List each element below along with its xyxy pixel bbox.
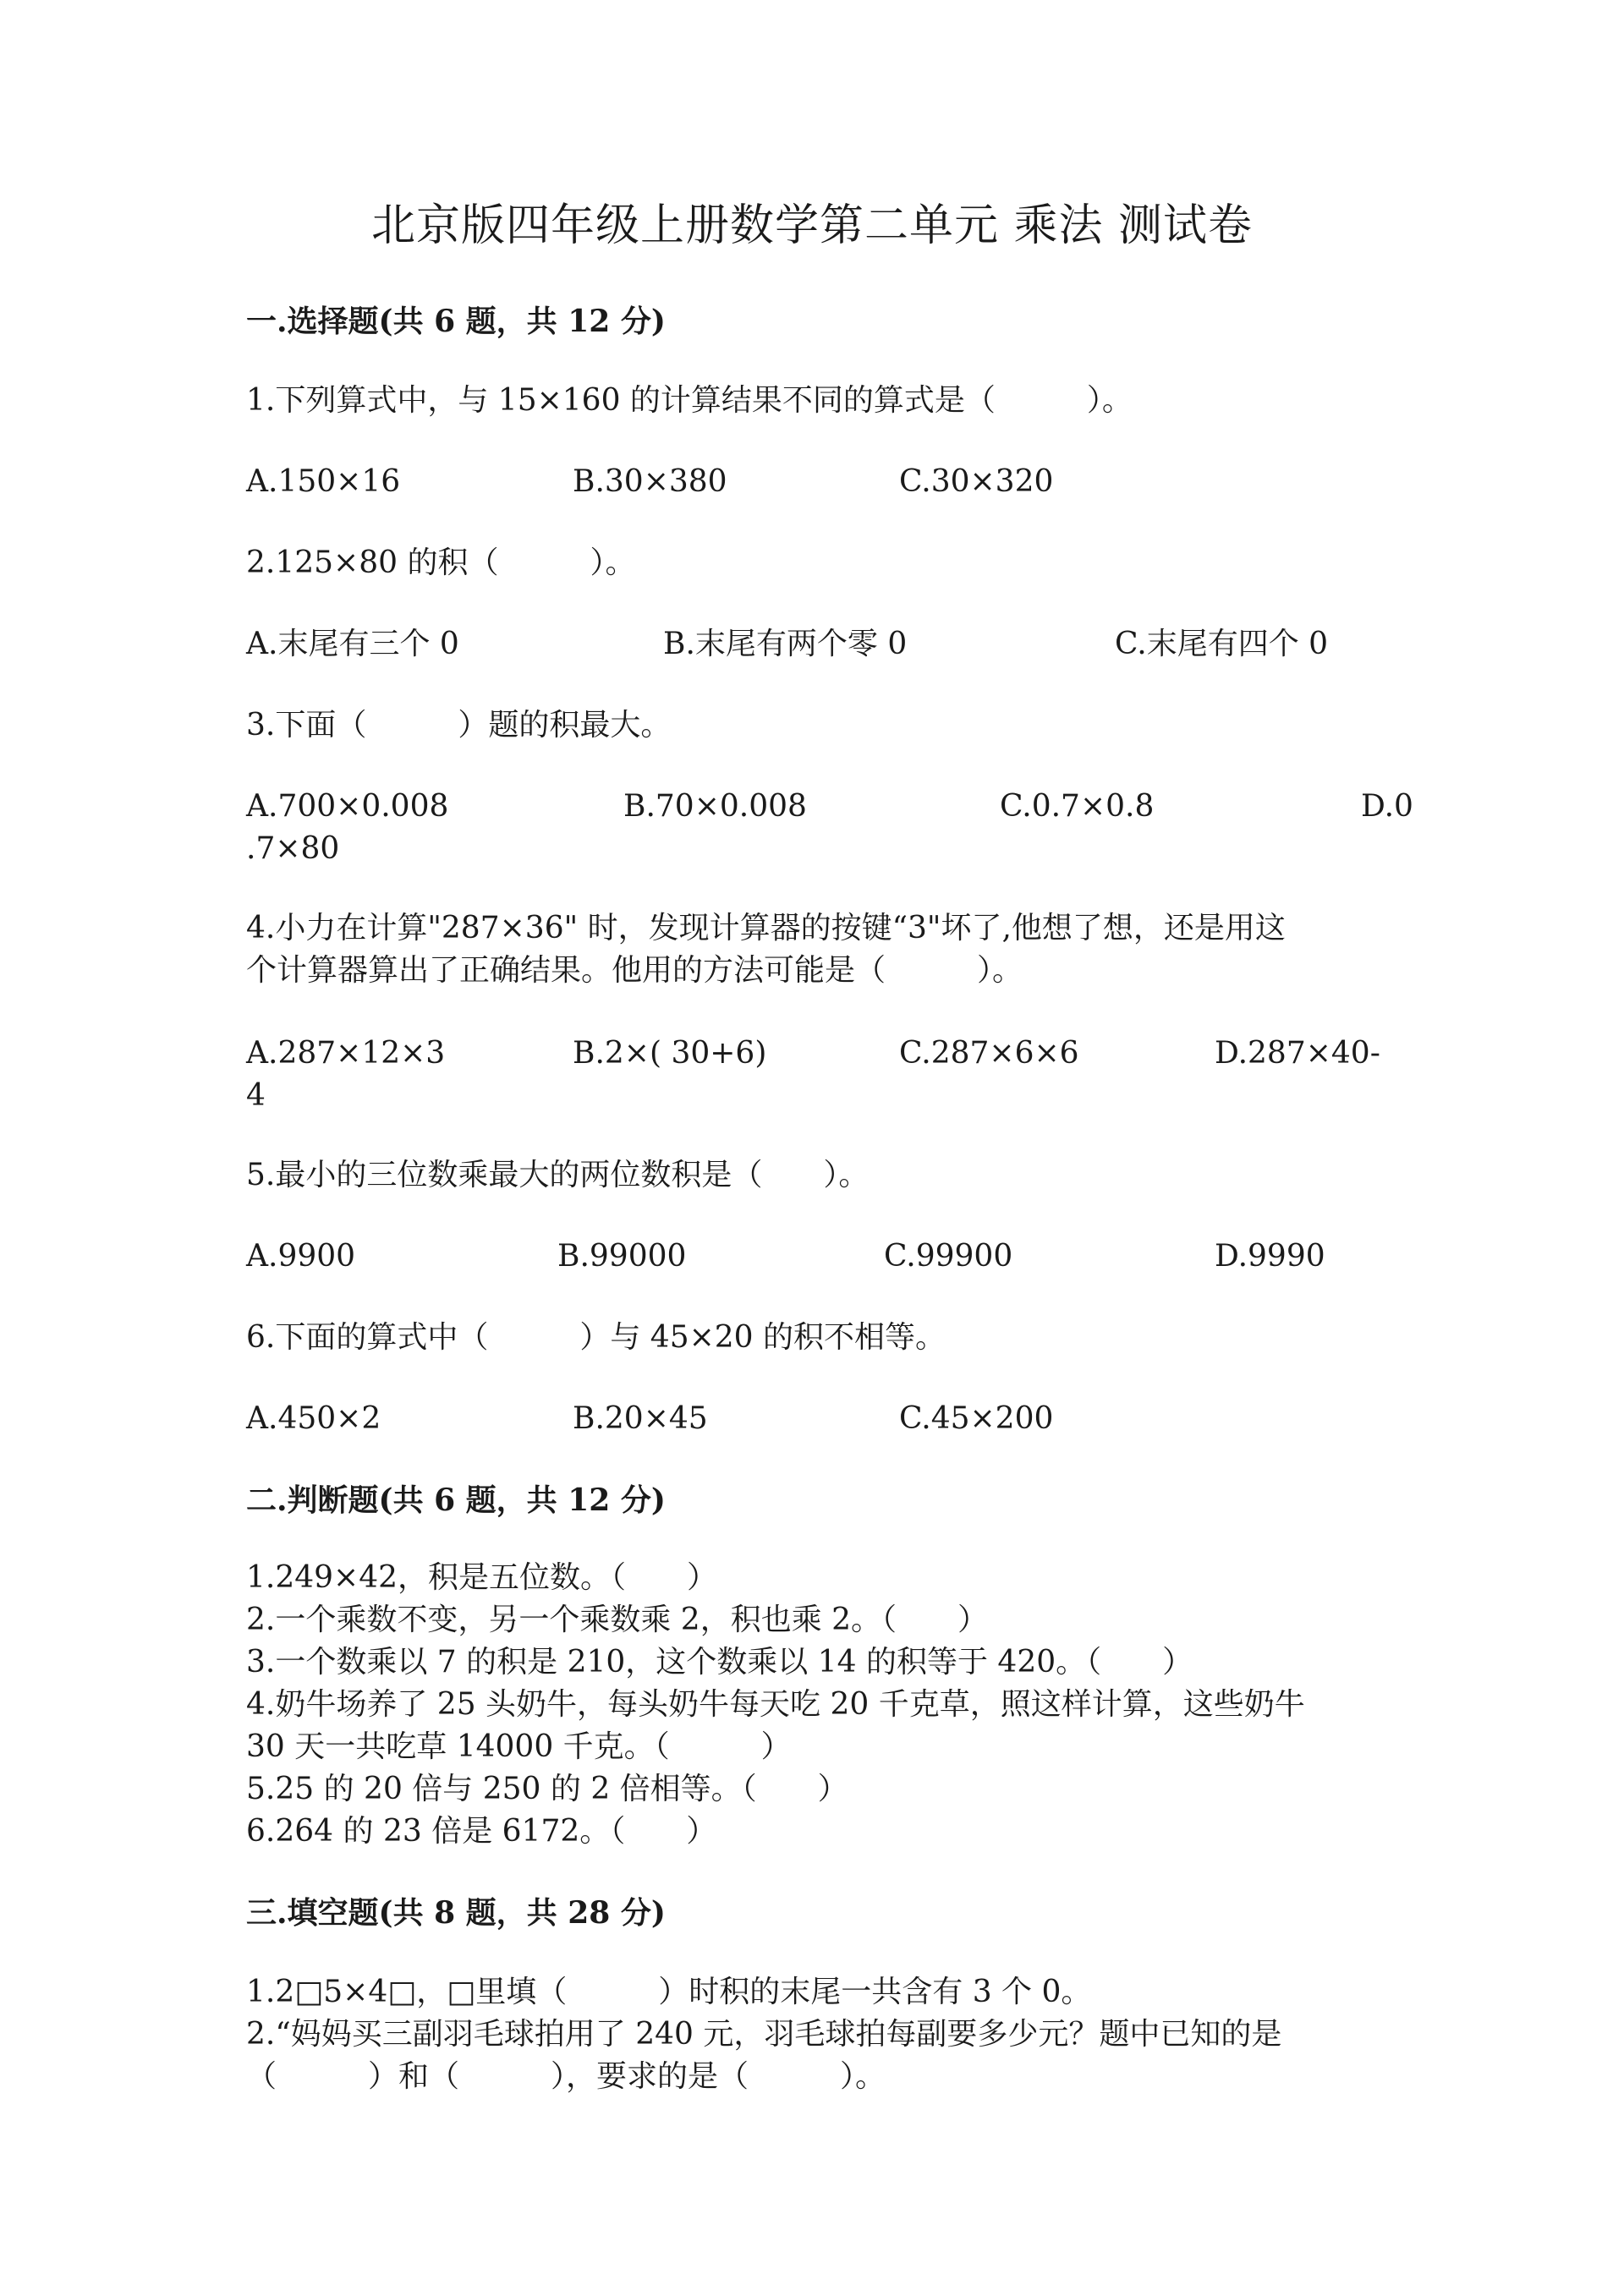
option-c: C.287×6×6 <box>899 1036 1079 1071</box>
section-heading-judgement: 二.判断题(共 6 题，共 12 分) <box>246 1482 666 1518</box>
option-a: A.700×0.008 <box>246 789 449 824</box>
judgement-item: 1.249×42，积是五位数。（ ） <box>246 1560 718 1595</box>
option-b: B.30×380 <box>573 464 727 499</box>
judgement-item-continued: 30 天一共吃草 14000 千克。（ ） <box>246 1729 792 1764</box>
judgement-item: 6.264 的 23 倍是 6172。（ ） <box>246 1814 717 1849</box>
fill-in-item: 2.“妈妈买三副羽毛球拍用了 240 元，羽毛球拍每副要多少元？题中已知的是 <box>246 2017 1282 2052</box>
question-stem: 5.最小的三位数乘最大的两位数积是（ ）。 <box>246 1158 870 1192</box>
question-stem: 1.下列算式中，与 15×160 的计算结果不同的算式是（ ）。 <box>246 383 1133 418</box>
option-b: B.末尾有两个零 0 <box>663 627 908 661</box>
option-d-wrap: 4 <box>246 1078 266 1113</box>
option-c: C.45×200 <box>899 1401 1054 1436</box>
fill-in-item-continued: （ ）和（ ），要求的是（ ）。 <box>246 2059 886 2094</box>
option-c: C.30×320 <box>899 464 1054 499</box>
option-c: C.末尾有四个 0 <box>1115 627 1329 661</box>
section-heading-choice: 一.选择题(共 6 题，共 12 分) <box>246 304 666 339</box>
question-stem: 2.125×80 的积（ ）。 <box>246 545 636 580</box>
judgement-item: 4.奶牛场养了 25 头奶牛，每头奶牛每天吃 20 千克草，照这样计算，这些奶牛 <box>246 1687 1305 1722</box>
option-b: B.2×( 30+6) <box>573 1036 767 1071</box>
option-a: A.9900 <box>246 1239 356 1274</box>
question-stem: 6.下面的算式中（ ）与 45×20 的积不相等。 <box>246 1320 946 1355</box>
option-d: D.0 <box>1361 789 1413 824</box>
judgement-item: 2.一个乘数不变，另一个乘数乘 2，积也乘 2。（ ） <box>246 1603 989 1637</box>
page-title: 北京版四年级上册数学第二单元 乘法 测试卷 <box>370 200 1254 251</box>
option-a: A.末尾有三个 0 <box>246 627 459 661</box>
question-stem: 3.下面（ ）题的积最大。 <box>246 708 672 743</box>
question-stem: 4.小力在计算"287×36" 时，发现计算器的按键“3"坏了,他想了想，还是用这 <box>246 911 1286 945</box>
fill-in-item: 1.2□5×4□，□里填（ ）时积的末尾一共含有 3 个 0。 <box>246 1975 1092 2009</box>
judgement-item: 5.25 的 20 倍与 250 的 2 倍相等。（ ） <box>246 1772 848 1806</box>
question-stem-continued: 个计算器算出了正确结果。他用的方法可能是（ ）。 <box>246 953 1023 988</box>
option-c: C.99900 <box>884 1239 1013 1274</box>
option-a: A.150×16 <box>246 464 401 499</box>
option-d-wrap: .7×80 <box>246 831 340 866</box>
section-heading-fill-in: 三.填空题(共 8 题，共 28 分) <box>246 1895 666 1931</box>
judgement-item: 3.一个数乘以 7 的积是 210，这个数乘以 14 的积等于 420。（ ） <box>246 1645 1193 1680</box>
option-a: A.450×2 <box>246 1401 381 1436</box>
option-d: D.287×40- <box>1215 1036 1380 1071</box>
option-b: B.70×0.008 <box>623 789 807 824</box>
option-c: C.0.7×0.8 <box>1000 789 1155 824</box>
option-b: B.20×45 <box>573 1401 708 1436</box>
option-d: D.9990 <box>1215 1239 1325 1274</box>
option-b: B.99000 <box>557 1239 687 1274</box>
option-a: A.287×12×3 <box>246 1036 446 1071</box>
